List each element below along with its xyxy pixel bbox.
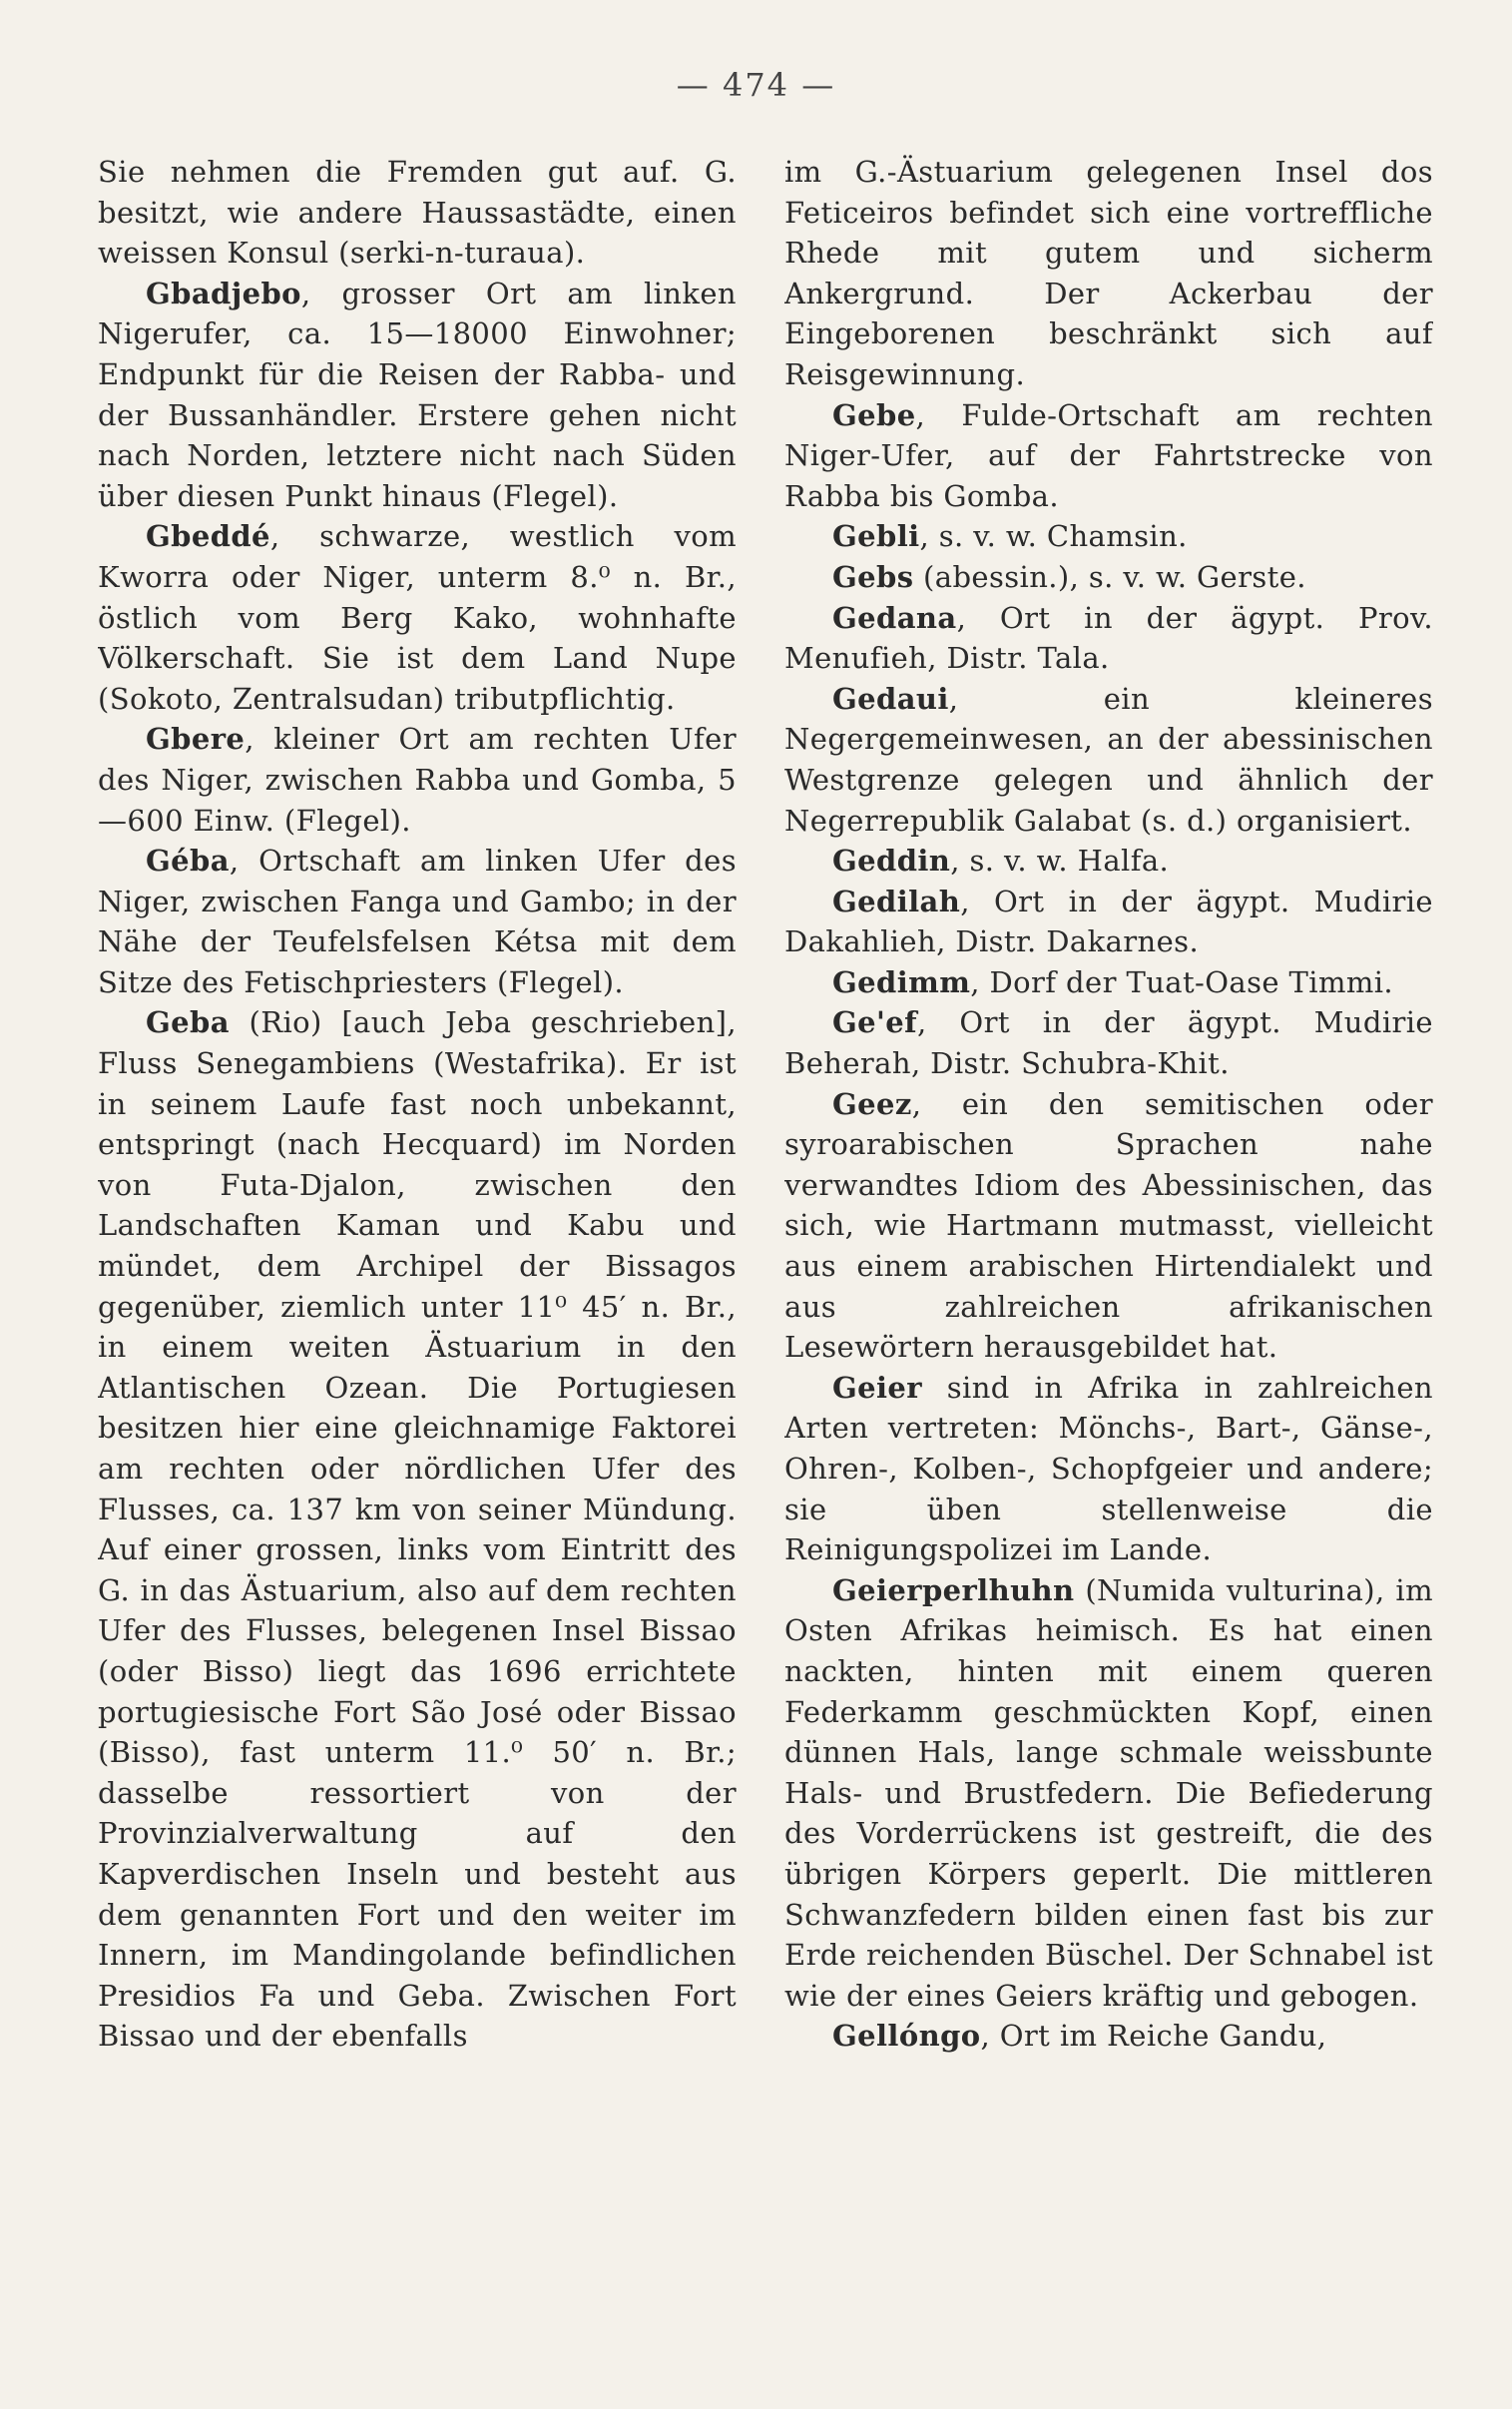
dictionary-entry [784,679,1433,841]
entry-headword: Gebs [832,559,914,594]
entry-text: , grosser Ort am linken Nigerufer, ca. 15—18000 Einwohner; Endpunkt für die Reisen der Rabba- und der Bussanhändler. Erstere gehen nicht nach Norden, letztere nicht nach Süden über diesen Punkt hinaus (Flegel). [98,276,737,513]
entry-headword: Geba [146,1005,230,1040]
dictionary-entry [784,598,1433,679]
dictionary-entry [784,962,1433,1003]
left-column [98,152,737,2298]
entry-headword: Geier [832,1370,922,1405]
dictionary-entry [784,1368,1433,1570]
dictionary-entry [98,516,737,719]
entry-text: (Numida vulturina), im Osten Afrikas heimisch. Es hat einen nackten, hinten mit einem queren Federkamm geschmückten Kopf, einen dünnen Hals, lange schmale weissbunte Hals- und Brustfedern. Die Befiederung des Vorderrückens ist gestreift, die des übrigen Körpers geperlt. Die mittleren Schwanzfedern bilden einen fast bis zur Erde reichenden Büschel. Der Schnabel ist wie der eines Geiers kräftig und gebogen. [784,1572,1433,2013]
entry-text: (abessin.), s. v. w. Gerste. [913,559,1306,594]
page-number: — 474 — [676,66,836,104]
entry-headword: Gbere [146,722,246,757]
entry-headword: Gbeddé [146,519,270,554]
paragraph-text: im G.-Ästuarium gelegenen Insel dos Feticeiros befindet sich eine vortreffliche Rhede mit gutem und sicherm Ankergrund. Der Ackerbau der Eingeborenen beschränkt sich auf Reisgewinnung. [784,155,1433,391]
entry-headword: Gedana [832,600,957,635]
entry-headword: Geierperlhuhn [832,1572,1075,1607]
entry-text: , ein kleineres Negergemeinwesen, an der abessinischen Westgrenze gelegen und ähnlich der Negerrepublik Galabat (s. d.) organisiert. [784,681,1433,838]
entry-text: sind in Afrika in zahlreichen Arten vertreten: Mönchs-, Bart-, Gänse-, Ohren-, Kolben-, Schopfgeier und andere; sie üben stellenweise die Reinigungspolizei im Lande. [784,1370,1433,1567]
entry-text: , Ort in der ägypt. Mudirie Beherah, Distr. Schubra-Khit. [784,1005,1433,1081]
paragraph [784,152,1433,395]
entry-text: , s. v. w. Chamsin. [919,519,1188,554]
entry-headword: Geez [832,1086,912,1121]
entry-headword: Géba [146,844,230,879]
paragraph [98,152,737,274]
entry-text: , Ort im Reiche Gandu, [980,2019,1327,2054]
entry-headword: Gedaui [832,681,949,716]
entry-text: (Rio) [auch Jeba geschrieben], Fluss Senegambiens (Westafrika). Er ist in seinem Laufe fast noch unbekannt, entspringt (nach Hecquard) im Norden von Futa-Djalon, zwischen den Landschaften Kaman und Kabu und mündet, dem Archipel der Bissagos gegenüber, ziemlich unter 11⁰ 45′ n. Br., in einem weiten Ästuarium in den Atlantischen Ozean. Die Portugiesen besitzen hier eine gleichnamige Faktorei am rechten oder nördlichen Ufer des Flusses, ca. 137 km von seiner Mündung. Auf einer grossen, links vom Eintritt des G. in das Ästuarium, also auf dem rechten Ufer des Flusses, belegenen Insel Bissao (oder Bisso) liegt das 1696 errichtete portugiesische Fort São José oder Bissao (Bisso), fast unterm 11.⁰ 50′ n. Br.; dasselbe ressortiert von der Provinzialverwaltung auf den Kapverdischen Inseln und besteht aus dem genannten Fort und den weiter im Innern, im Mandingolande befindlichen Presidios Fa und Geba. Zwischen Fort Bissao und der ebenfalls [98,1005,737,2054]
entry-text: , s. v. w. Halfa. [950,844,1170,879]
entry-text: , ein den semitischen oder syroarabischen Sprachen nahe verwandtes Idiom des Abessinischen, das sich, wie Hartmann mutmasst, vielleicht aus einem arabischen Hirtendialekt und aus zahlreichen afrikanischen Lesewörtern herausgebildet hat. [784,1086,1433,1365]
entry-headword: Gedilah [832,884,961,918]
dictionary-entry [784,841,1433,882]
dictionary-entry [784,557,1433,598]
dictionary-entry [784,2016,1433,2057]
entry-headword: Gebe [832,397,916,432]
entry-text: , Ort in der ägypt. Prov. Menufieh, Distr. Tala. [784,600,1433,676]
dictionary-entry [98,1002,737,2056]
paragraph-text: Sie nehmen die Fremden gut auf. G. besitzt, wie andere Haussastädte, einen weissen Konsul (serki-n-turaua). [98,155,737,271]
dictionary-entry [98,719,737,841]
dictionary-entry [98,841,737,1002]
entry-text: , Ort in der ägypt. Mudirie Dakahlieh, Distr. Dakarnes. [784,884,1433,959]
dictionary-entry [784,395,1433,517]
entry-text: , kleiner Ort am rechten Ufer des Niger, zwischen Rabba und Gomba, 5—600 Einw. (Flegel). [98,722,737,838]
entry-headword: Gbadjebo [146,276,301,310]
dictionary-entry [784,1570,1433,2017]
entry-headword: Gellóngo [832,2019,981,2054]
entry-text: , Ortschaft am linken Ufer des Niger, zwischen Fanga und Gambo; in der Nähe der Teufelsfelsen Kétsa mit dem Sitze des Fetischpriesters (Flegel). [98,844,737,999]
dictionary-entry [784,1002,1433,1083]
entry-headword: Gedimm [832,964,971,999]
dictionary-entry [784,516,1433,557]
entry-headword: Ge'ef [832,1005,918,1040]
dictionary-entry [784,1084,1433,1368]
entry-headword: Gebli [832,519,920,554]
dictionary-entry [98,274,737,517]
entry-text: , Dorf der Tuat-Oase Timmi. [970,964,1394,999]
dictionary-entry [784,882,1433,962]
right-column [784,152,1433,2298]
entry-text: , schwarze, westlich vom Kworra oder Niger, unterm 8.⁰ n. Br., östlich vom Berg Kako, wohnhafte Völkerschaft. Sie ist dem Land Nupe (Sokoto, Zentralsudan) tributpflichtig. [98,519,737,716]
entry-text: , Fulde-Ortschaft am rechten Niger-Ufer, auf der Fahrtstrecke von Rabba bis Gomba. [784,397,1433,513]
entry-headword: Geddin [832,844,951,879]
